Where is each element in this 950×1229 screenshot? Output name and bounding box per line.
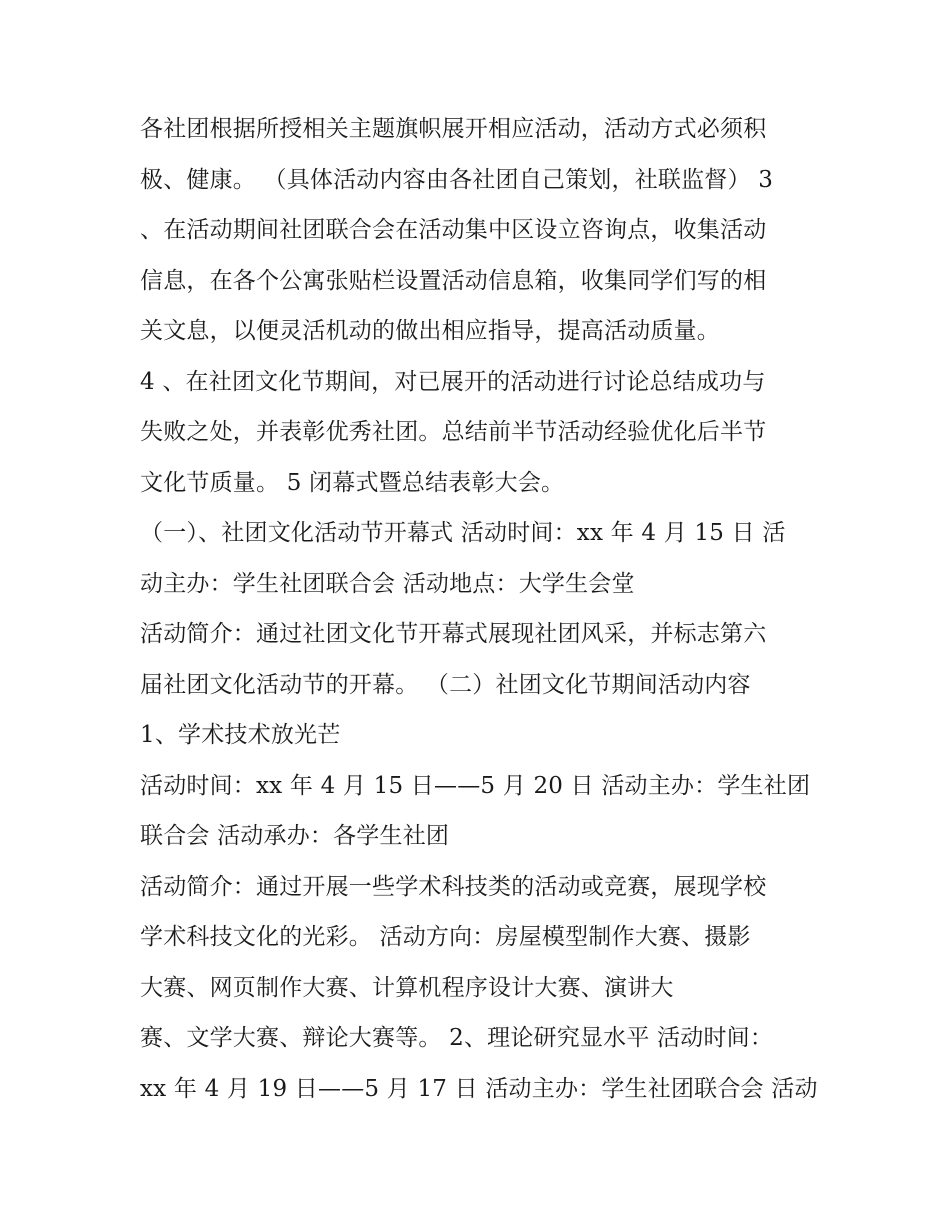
text-line: 活动简介：通过开展一些学术科技类的活动或竞赛，展现学校 (140, 873, 767, 900)
text-line: 赛、文学大赛、辩论大赛等。 2、理论研究显水平 活动时间： (140, 1025, 774, 1051)
text-line: 4 、在社团文化节期间，对已展开的活动进行讨论总结成功与 (140, 368, 766, 395)
text-line: 活动时间：xx 年 4 月 15 日——5 月 20 日 活动主办：学生社团 (140, 772, 811, 799)
text-line: 关文息，以便灵活机动的做出相应指导，提高活动质量。 (140, 318, 720, 344)
text-line: 动主办：学生社团联合会 活动地点：大学生会堂 (140, 570, 635, 597)
text-line: （一）、社团文化活动节开幕式 活动时间：xx 年 4 月 15 日 活 (140, 520, 786, 546)
text-line: 届社团文化活动节的开幕。 （二）社团文化节期间活动内容 (140, 671, 751, 698)
text-line: xx 年 4 月 19 日——5 月 17 日 活动主办：学生社团联合会 活动 (140, 1075, 818, 1102)
text-line: 联合会 活动承办：各学生社团 (140, 823, 450, 849)
text-line: 学术科技文化的光彩。 活动方向：房屋模型制作大赛、摄影 (140, 924, 751, 950)
document-body (140, 104, 820, 1114)
text-line: 1、学术技术放光芒 (140, 722, 341, 748)
text-line: 各社团根据所授相关主题旗帜展开相应活动，活动方式必须积 (140, 116, 767, 142)
text-line: 极、健康。 （具体活动内容由各社团自己策划，社联监督） 3 (140, 166, 774, 193)
text-line: 、在活动期间社团联合会在活动集中区设立咨询点，收集活动 (140, 217, 767, 243)
text-line: 失败之处，并表彰优秀社团。总结前半节活动经验优化后半节 (140, 419, 767, 445)
text-line: 文化节质量。 5 闭幕式暨总结表彰大会。 (140, 469, 565, 496)
text-line: 活动简介：通过社团文化节开幕式展现社团风采，并标志第六 (140, 621, 767, 647)
text-line: 大赛、网页制作大赛、计算机程序设计大赛、演讲大 (140, 974, 674, 1001)
text-line: 信息，在各个公寓张贴栏设置活动信息箱，收集同学们写的相 (140, 267, 767, 294)
